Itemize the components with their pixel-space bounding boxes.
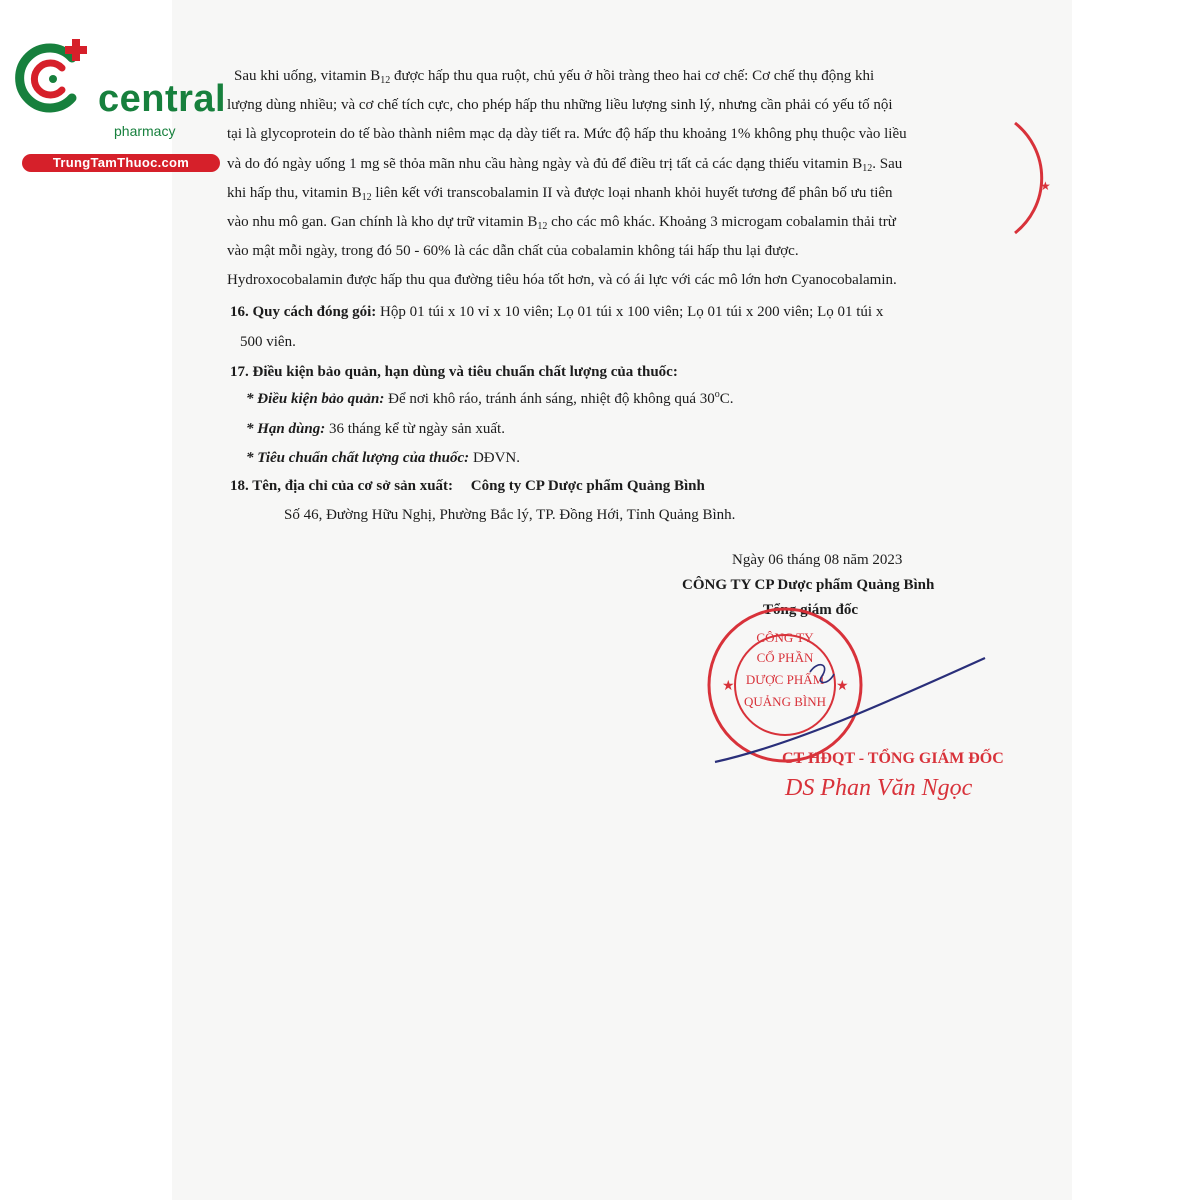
svg-text:★: ★ (722, 678, 735, 694)
stamp-line: QUẢNG BÌNH (744, 694, 826, 709)
pharmacokinetics-paragraph (227, 62, 1007, 296)
plus-cross-logo-icon (10, 36, 96, 122)
storage-section-heading: 17. Điều kiện bảo quản, hạn dùng và tiêu chuẩn chất lượng của thuốc: (230, 364, 678, 380)
brand-name: central (98, 78, 227, 120)
paragraph-line: Hydroxocobalamin được hấp thu qua đường tiêu hóa tốt hơn, và có ái lực với các mô lớn hơn Cyanocobalamin. (227, 272, 897, 289)
manufacturer-name: Công ty CP Dược phẩm Quảng Bình (470, 478, 705, 494)
svg-text:★: ★ (836, 678, 849, 694)
degree-sign: o (714, 389, 720, 400)
signature-position: Tổng giám đốc (763, 602, 859, 618)
shelf-life-label: * Hạn dùng: (246, 421, 326, 437)
manufacturer-address: Số 46, Đường Hữu Nghị, Phường Bắc lý, TP. Đồng Hới, Tỉnh Quảng Bình. (284, 507, 736, 523)
packaging-text: Hộp 01 túi x 10 vỉ x 10 viên; Lọ 01 túi x 100 viên; Lọ 01 túi x 200 viên; Lọ 01 túi x (380, 304, 884, 320)
quality-standard-label: * Tiêu chuẩn chất lượng của thuốc: (246, 450, 470, 466)
chairman-title: CT HĐQT - TỔNG GIÁM ĐỐC (782, 750, 1004, 767)
stamp-line: CỔ PHẦN (756, 650, 814, 665)
packaging-heading: 16. Quy cách đóng gói: (230, 304, 377, 320)
shelf-life-row (246, 419, 505, 439)
paragraph-line: vào nhu mô gan. Gan chính là kho dự trữ vitamin $B_{12}$ cho các mô khác. Khoảng 3 microgam cobalamin thải trừ (227, 214, 896, 233)
brand-tagline: pharmacy (114, 123, 176, 139)
paragraph-line: khi hấp thu, vitamin $B_{12}$ liên kết với transcobalamin II và được loại nhanh khỏi huyết tương để phân bố ưu tiên (227, 184, 893, 203)
paragraph-line: tại là glycoprotein do tế bào thành niêm mạc dạ dày tiết ra. Mức độ hấp thu khoảng 1% không phụ thuộc vào liều (227, 126, 907, 143)
paragraph-line: và do đó ngày uống 1 mg sẽ thỏa mãn nhu cầu hàng ngày và đủ để điều trị tất cả các dạng thiếu vitamin $B_{12}$. Sau (227, 155, 903, 174)
packaging-row (230, 302, 883, 322)
central-pharmacy-logo[interactable] (10, 36, 227, 170)
storage-condition-text: Để nơi khô ráo, tránh ánh sáng, nhiệt độ không quá 30 (388, 391, 715, 407)
paragraph-line: lượng dùng nhiều; và cơ chế tích cực, cho phép hấp thu những liều lượng sinh lý, nhưng cần phải có yếu tố nội (227, 97, 893, 114)
manufacturer-heading: 18. Tên, địa chỉ của cơ sở sản xuất: (230, 478, 454, 494)
manufacturer-row (230, 476, 705, 496)
quality-standard-text: DĐVN. (472, 450, 521, 466)
storage-condition-row (246, 389, 734, 409)
brand-site-link[interactable]: TrungTamThuoc.com (22, 154, 220, 172)
signer-name: DS Phan Văn Ngọc (785, 775, 973, 801)
signature-company: CÔNG TY CP Dược phẩm Quảng Bình (682, 577, 935, 593)
paragraph-line: vào mật mỗi ngày, trong đó 50 - 60% là các dẫn chất của cobalamin không tái hấp thu lại được. (227, 243, 799, 260)
packaging-text-cont: 500 viên. (240, 334, 296, 350)
stamp-line: CÔNG TY (756, 630, 814, 645)
stamp-line: DƯỢC PHẨM (745, 672, 825, 687)
paragraph-line: Sau khi uống, vitamin $B_{12}$ được hấp thu qua ruột, chủ yếu ở hồi tràng theo hai cơ chế: Cơ chế thụ động khi (234, 68, 875, 86)
signature-date: Ngày 06 tháng 08 năm 2023 (732, 552, 903, 568)
temperature-unit: C. (719, 391, 734, 407)
shelf-life-text: 36 tháng kể từ ngày sản xuất. (328, 421, 505, 437)
quality-standard-row (246, 448, 520, 468)
storage-condition-label: * Điều kiện bảo quản: (246, 391, 385, 407)
svg-text:★: ★ (1040, 179, 1051, 193)
partial-seal-stamp (1010, 118, 1060, 238)
